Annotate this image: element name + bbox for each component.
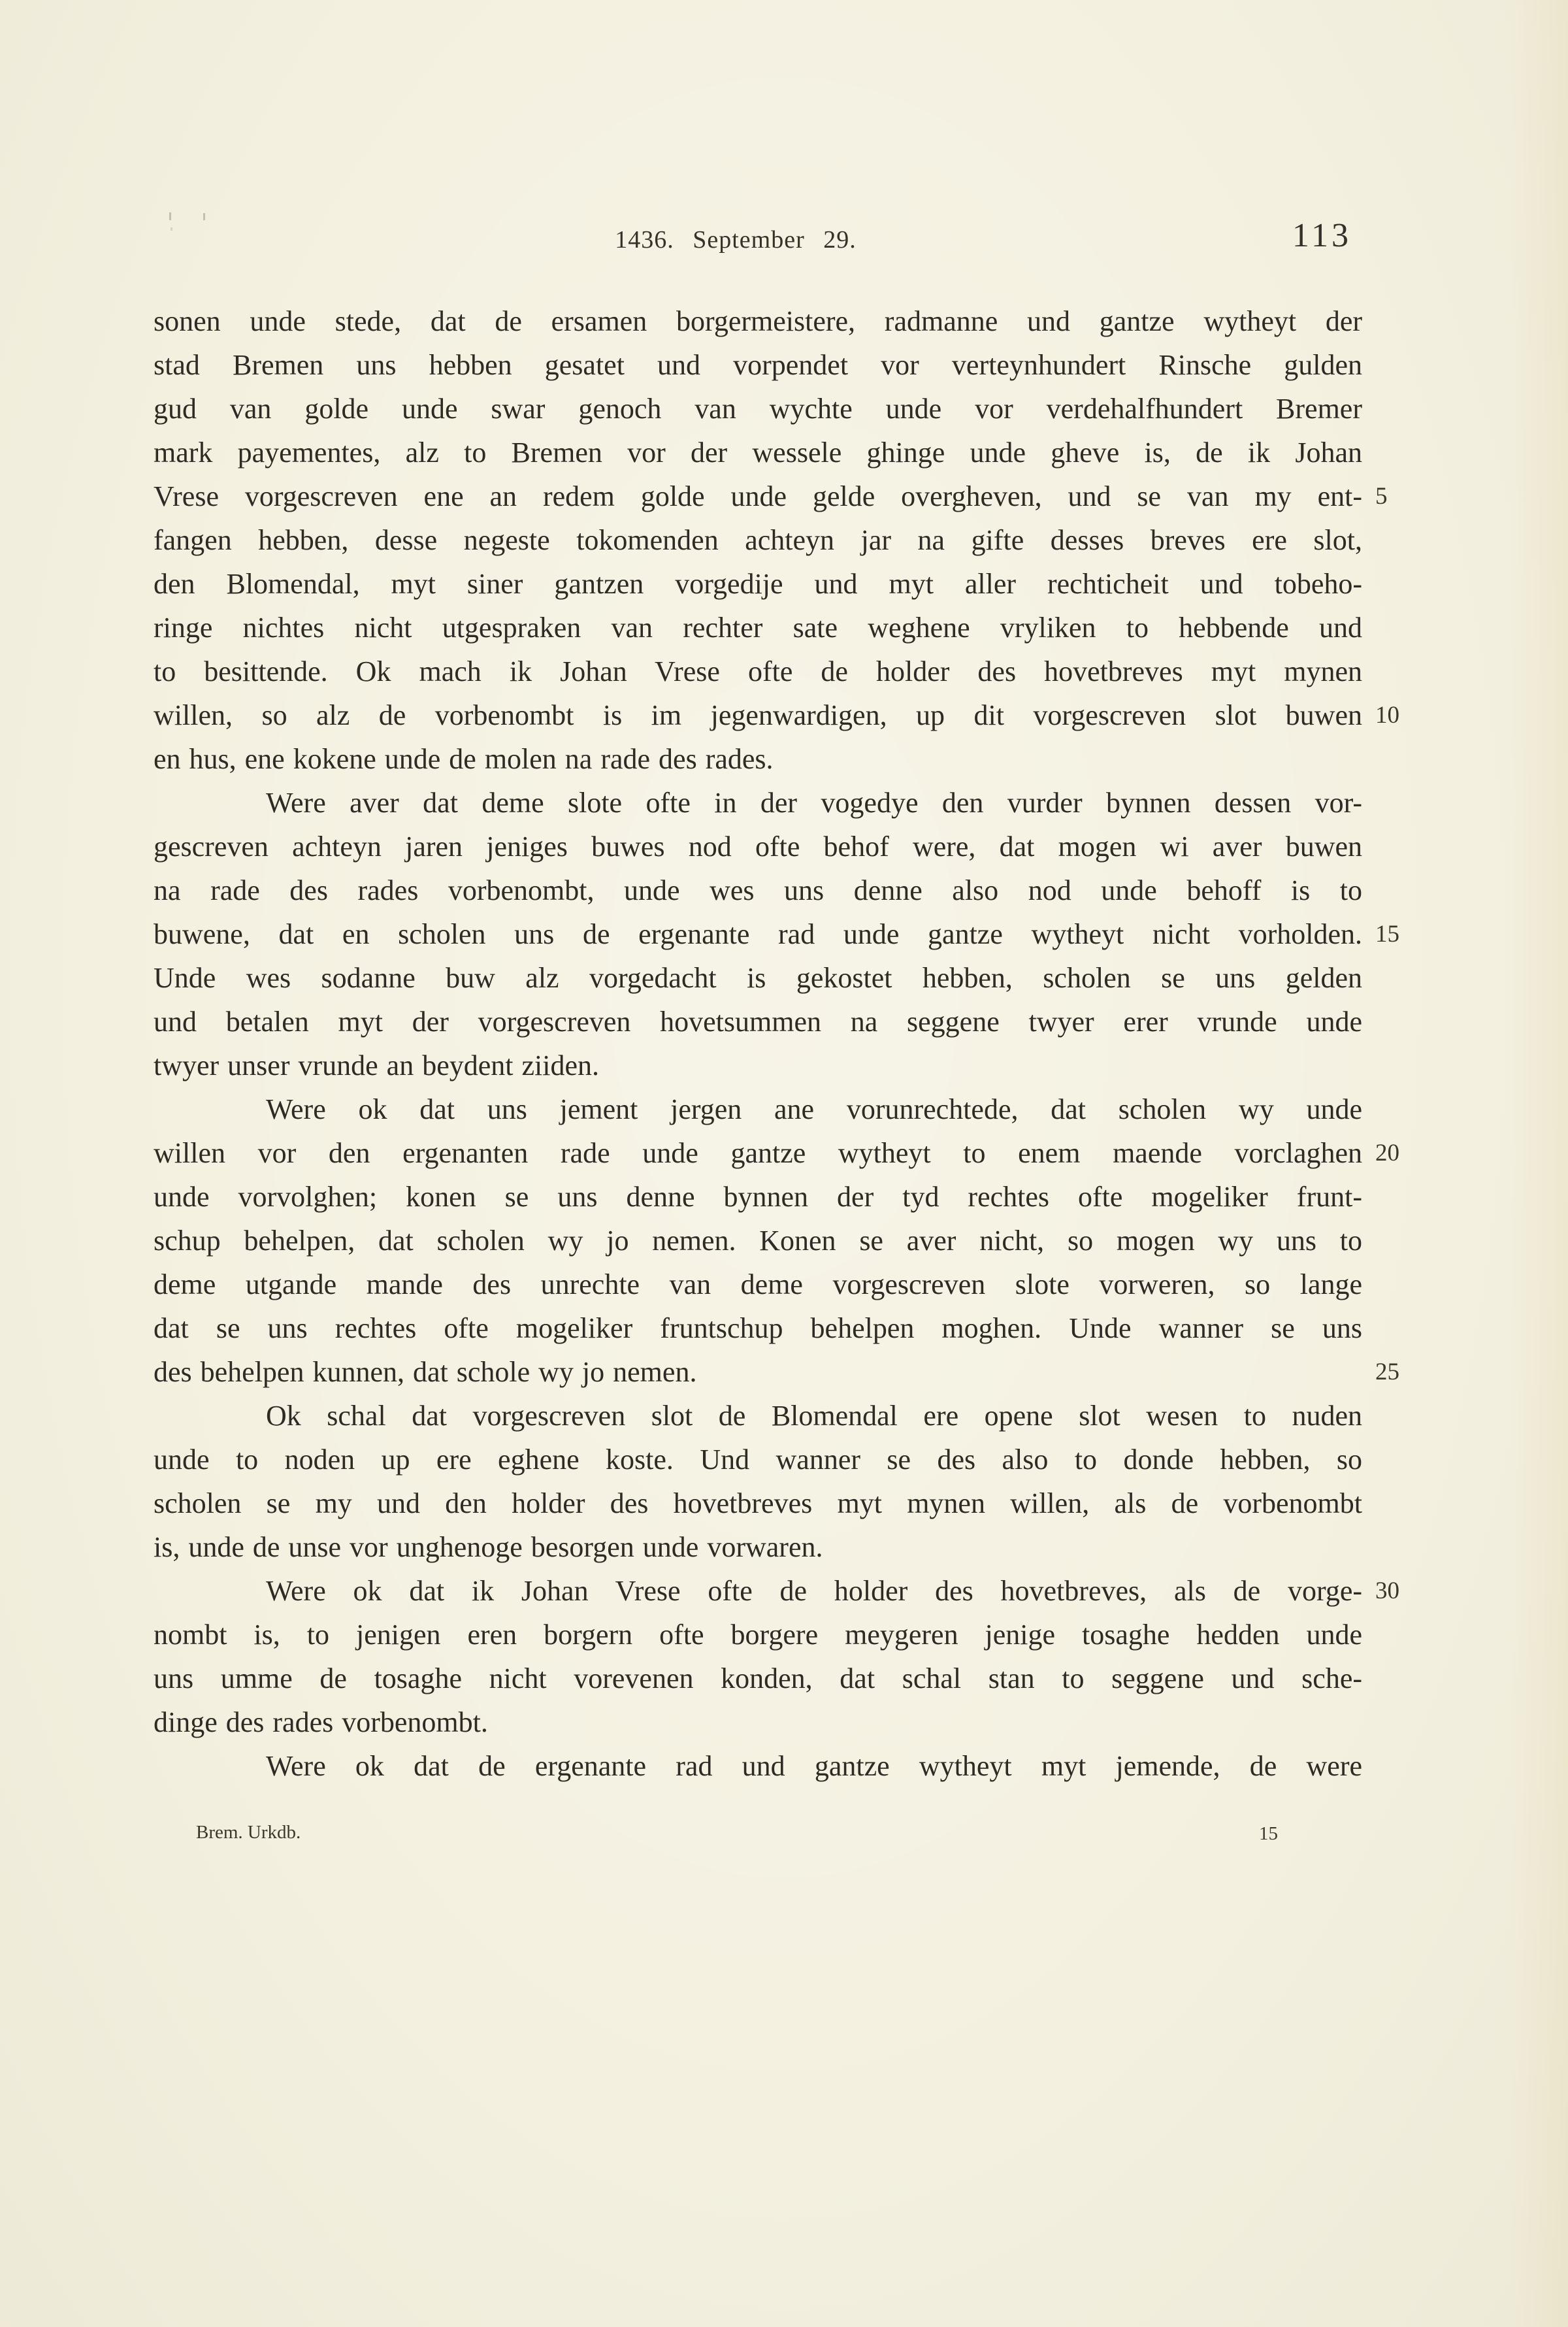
line-text: Were ok dat ik Johan Vrese ofte de holder des hovetbreves, als de vorge- [266,1575,1362,1607]
line-text: und betalen myt der vorgescreven hovetsummen na seggene twyer erer vrunde unde [154,1006,1362,1038]
text-line [154,1087,1362,1131]
text-line [154,737,1362,781]
text-line [154,1657,1362,1700]
text-block [154,299,1399,1788]
text-line [154,1700,1362,1744]
text-line [154,431,1362,474]
line-text: stad Bremen uns hebben gesatet und vorpendet vor verteynhundert Rinsche gulden [154,349,1362,381]
line-text: unde to noden up ere eghene koste. Und wanner se des also to donde hebben, so [154,1444,1362,1476]
line-text: unde vorvolghen; konen se uns denne bynnen der tyd rechtes ofte mogeliker frunt- [154,1181,1362,1213]
text-line [154,1481,1362,1525]
line-number: 10 [1375,702,1399,729]
line-text: is, unde de unse vor unghenoge besorgen unde vorwaren. [154,1531,823,1563]
text-line [154,1350,1399,1394]
line-text: Were ok dat de ergenante rad und gantze wytheyt myt jemende, de were [266,1750,1362,1782]
page-number: 113 [1292,217,1352,254]
page-header [154,217,1362,267]
text-line [154,1131,1399,1175]
line-text: willen, so alz de vorbenombt is im jegenwardigen, up dit vorgescreven slot buwen [154,699,1362,731]
line-number: 15 [1375,921,1399,948]
sheet-number: 15 [1259,1823,1278,1844]
line-text: scholen se my und den holder des hovetbreves myt mynen willen, als de vorbenombt [154,1487,1362,1519]
line-text: gud van golde unde swar genoch van wychte unde vor verdehalfhundert Bremer [154,393,1362,425]
line-text: fangen hebben, desse negeste tokomenden achteyn jar na gifte desses breves ere slot, [154,524,1362,556]
text-line [154,1438,1362,1481]
line-text: gescreven achteyn jaren jeniges buwes nod ofte behof were, dat mogen wi aver buwen [154,831,1362,863]
text-line [154,1525,1362,1569]
line-text: dinge des rades vorbenombt. [154,1706,488,1738]
line-number: 30 [1375,1577,1399,1604]
text-line [154,650,1362,693]
text-line [154,781,1362,825]
text-line [154,343,1362,387]
text-line [154,912,1399,956]
line-text: willen vor den ergenanten rade unde gantze wytheyt to enem maende vorclaghen [154,1137,1362,1169]
text-line [154,1744,1362,1788]
text-line [154,1263,1362,1306]
text-line [154,1175,1362,1219]
text-line [154,1000,1362,1044]
line-text: den Blomendal, myt siner gantzen vorgedije und myt aller rechticheit und tobeho- [154,568,1362,600]
line-text: sonen unde stede, dat de ersamen borgermeistere, radmanne und gantze wytheyt der [154,305,1362,337]
text-line [154,1394,1362,1438]
text-line [154,562,1362,606]
text-line [154,1044,1362,1087]
line-text: nombt is, to jenigen eren borgern ofte borgere meygeren jenige tosaghe hedden unde [154,1619,1362,1651]
text-line [154,693,1399,737]
line-number: 5 [1375,483,1388,510]
line-text: mark payementes, alz to Bremen vor der wessele ghinge unde gheve is, de ik Johan [154,437,1362,469]
line-text: Were aver dat deme slote ofte in der vogedye den vurder bynnen dessen vor- [266,787,1362,819]
line-text: Vrese vorgescreven ene an redem golde unde gelde overgheven, und se van my ent- [154,480,1362,512]
line-text: Unde wes sodanne buw alz vorgedacht is gekostet hebben, scholen se uns gelden [154,962,1362,994]
line-text: en hus, ene kokene unde de molen na rade des rades. [154,743,774,775]
line-text: ringe nichtes nicht utgespraken van rechter sate weghene vryliken to hebbende und [154,612,1362,644]
signature-mark: Brem. Urkdb. [196,1822,301,1843]
line-text: dat se uns rechtes ofte mogeliker fruntschup behelpen moghen. Unde wanner se uns [154,1312,1362,1344]
scan-artifact [203,213,205,220]
line-text: uns umme de tosaghe nicht vorevenen konden, dat schal stan to seggene und sche- [154,1662,1362,1694]
text-line [154,1613,1362,1657]
line-text: deme utgande mande des unrechte van deme vorgescreven slote vorweren, so lange [154,1268,1362,1300]
line-number: 25 [1375,1359,1399,1385]
running-head-date: 1436. September 29. [615,226,857,254]
text-line [154,387,1362,431]
line-text: Ok schal dat vorgescreven slot de Blomendal ere opene slot wesen to nuden [266,1400,1362,1432]
line-text: na rade des rades vorbenombt, unde wes uns denne also nod unde behoff is to [154,874,1362,906]
text-line [154,1569,1399,1613]
scan-artifact [169,212,171,220]
line-number: 20 [1375,1140,1399,1166]
text-line [154,518,1362,562]
text-line [154,956,1362,1000]
text-line [154,825,1362,868]
text-line [154,1306,1362,1350]
line-text: schup behelpen, dat scholen wy jo nemen. Konen se aver nicht, so mogen wy uns to [154,1225,1362,1257]
line-text: Were ok dat uns jement jergen ane vorunrechtede, dat scholen wy unde [266,1093,1362,1125]
line-text: twyer unser vrunde an beydent ziiden. [154,1049,599,1081]
text-line [154,1219,1362,1263]
line-text: des behelpen kunnen, dat schole wy jo nemen. [154,1356,697,1388]
line-text: to besittende. Ok mach ik Johan Vrese ofte de holder des hovetbreves myt mynen [154,655,1362,687]
text-line [154,606,1362,650]
line-text: buwene, dat en scholen uns de ergenante rad unde gantze wytheyt nicht vorholden. [154,918,1362,950]
text-line [154,868,1362,912]
page-footer [0,1818,1568,1857]
text-line [154,299,1362,343]
text-line [154,474,1388,518]
